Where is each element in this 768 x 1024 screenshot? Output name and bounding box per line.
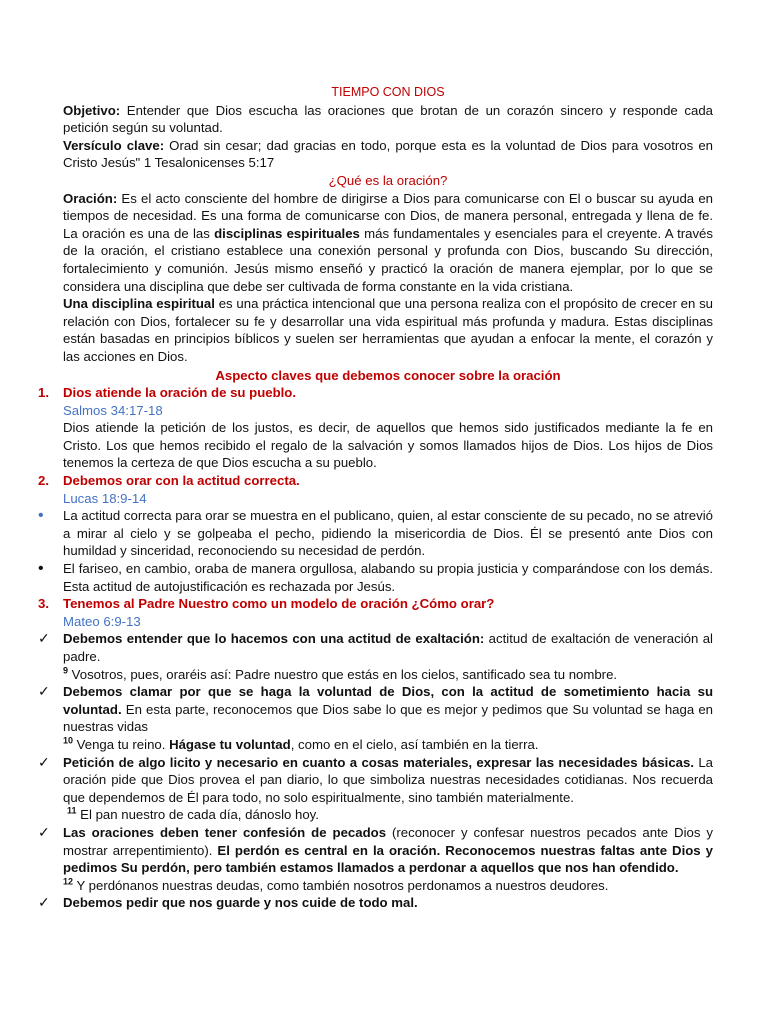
check-3-text: La oración pide que Dios provea el pan diario, lo que simboliza nuestras necesidades cotidianas. Nos recuerda que dependemos de Él para todo, no solo espiritualmente, sino también materialmente.	[63, 754, 713, 805]
point-2-bullet-1-text: La actitud correcta para orar se muestra en el publicano, quien, al estar consciente de su pecado, no se atrevió a mirar al cielo y se golpeaba el pecho, pidiendo la misericordia de Dios. Él se presentó ante Dios con humildad y sinceridad, reconociendo su necesidad de perdón.	[63, 508, 713, 559]
bullet-icon: •	[38, 507, 44, 525]
point-1-number: 1.	[38, 385, 49, 401]
versiculo-text: Orad sin cesar; dad gracias en todo, porque esta es la voluntad de Dios para vosotros en Cristo Jesús" 1 Tesalonicenses 5:17	[63, 137, 713, 171]
check-icon: ✓	[38, 894, 50, 911]
check-3-verse-text: El pan nuestro de cada día, dánoslo hoy.	[76, 807, 319, 823]
check-3-bold: Petición de algo licito y necesario en cuanto a cosas materiales, expresar las necesidades básicas.	[63, 754, 694, 770]
verse-number-11: 11	[67, 805, 77, 816]
check-item-5	[38, 894, 713, 912]
check-3-verse	[63, 806, 713, 824]
objetivo-paragraph	[63, 102, 713, 137]
point-2-bullet-1	[38, 507, 713, 560]
point-3-number: 3.	[38, 596, 49, 612]
point-3-title	[38, 595, 713, 613]
point-1-ref: Salmos 34:17-18	[63, 402, 163, 418]
check-5-bold: Debemos pedir que nos guarde y nos cuide de todo mal.	[63, 895, 418, 911]
verse-number-9: 9	[63, 665, 69, 676]
point-3-ref: Mateo 6:9-13	[63, 613, 141, 629]
disciplina-text: es una práctica intencional que una persona realiza con el propósito de crecer en su relación con Dios, fortalecer su fe y desarrollar una vida espiritual más profunda y madura. Estas disciplinas están basadas en principios bíblicos y suelen ser herramientas que ayudan a enfocar la mente, el corazón y las acciones en Dios.	[63, 296, 713, 364]
oracion-bold-1: disciplinas espirituales	[214, 225, 360, 241]
check-1-text: actitud de exaltación de veneración al padre.	[63, 631, 713, 664]
document-page	[38, 84, 713, 912]
check-item-3	[38, 753, 713, 807]
check-1-bold: Debemos entender que lo hacemos con una actitud de exaltación:	[63, 631, 485, 647]
check-icon: ✓	[38, 823, 50, 840]
check-2-verse-a: Venga tu reino.	[73, 736, 170, 752]
aspectos-heading: Aspecto claves que debemos conocer sobre la oración	[215, 367, 561, 383]
check-2-verse-bold: Hágase tu voluntad	[169, 736, 291, 752]
point-2-number: 2.	[38, 473, 49, 489]
check-item-1	[38, 630, 713, 665]
point-1-body: Dios atiende la petición de los justos, es decir, de aquellos que hemos sido justificados mediante la fe en Cristo. Los que hemos recibido el regalo de la salvación y somos llamados hijos de Dios. Los hijos de Dios tenemos la certeza de que Dios escucha a su pueblo.	[63, 420, 713, 471]
que-es-heading: ¿Qué es la oración?	[328, 172, 448, 188]
oracion-text-1: Es el acto consciente del hombre de dirigirse a Dios para comunicarse con El o buscar su ayuda en tiempos de necesidad. Es una forma de comunicarse con Dios, de manera personal, entregada y llena de fe. La oración es una de las	[63, 190, 713, 241]
bullet-icon: •	[38, 560, 44, 578]
check-2-verse	[63, 736, 713, 754]
point-1-heading: Dios atiende la oración de su pueblo.	[63, 385, 297, 401]
check-icon: ✓	[38, 630, 50, 647]
check-1-verse-text: Vosotros, pues, oraréis así: Padre nuestro que estás en los cielos, santificado sea tu nombre.	[68, 666, 618, 682]
objetivo-text: Entender que Dios escucha las oraciones que brotan de un corazón sincero y responde cada petición según su voluntad.	[63, 102, 713, 136]
check-icon: ✓	[38, 753, 50, 770]
versiculo-paragraph	[63, 137, 713, 172]
point-2-ref: Lucas 18:9-14	[63, 490, 147, 506]
verse-number-12: 12	[63, 876, 74, 887]
check-item-4	[38, 823, 713, 877]
oracion-paragraph	[63, 190, 713, 296]
check-1-verse	[63, 666, 713, 684]
check-item-2	[38, 683, 713, 736]
point-1-title	[38, 384, 713, 402]
verse-number-10: 10	[63, 735, 74, 746]
oracion-label: Oración:	[63, 190, 118, 206]
point-2-bullet-2	[38, 560, 713, 595]
check-4-verse	[63, 877, 713, 895]
point-3-heading: Tenemos al Padre Nuestro como un modelo de oración ¿Cómo orar?	[63, 596, 495, 612]
disciplina-paragraph	[63, 295, 713, 365]
check-2-verse-b: , como en el cielo, así también en la tierra.	[290, 736, 539, 752]
versiculo-label: Versículo clave:	[63, 137, 165, 153]
check-2-text: En esta parte, reconocemos que Dios sabe lo que es mejor y pedimos que Su voluntad se haga en nuestras vidas	[63, 701, 713, 735]
check-4-bold-2: El perdón es central en la oración. Reconocemos nuestras faltas ante Dios y pedimos Su perdón, pero también estamos llamados a perdonar a aquellos que nos han ofendido.	[63, 842, 713, 876]
point-2-title	[38, 472, 713, 490]
point-2-bullet-2-text: El fariseo, en cambio, oraba de manera orgullosa, alabando su propia justicia y comparándose con los demás. Esta actitud de autojustificación es rechazada por Jesús.	[63, 561, 713, 594]
objetivo-label: Objetivo:	[63, 102, 121, 118]
check-4-bold: Las oraciones deben tener confesión de pecados	[63, 824, 387, 840]
oracion-text-2: más fundamentales y esenciales para el creyente. A través de la oración, el cristiano establece una conexión personal y profunda con Dios, buscando Su dirección, fortalecimiento y comunión. Jesús mismo enseñó y practicó la oración de manera ejemplar, por lo que se considera una disciplina que debe ser cultivada de forma constante en la vida cristiana.	[63, 225, 713, 294]
check-icon: ✓	[38, 683, 50, 700]
point-2-heading: Debemos orar con la actitud correcta.	[63, 473, 300, 489]
document-title: TIEMPO CON DIOS	[331, 85, 445, 99]
check-4-text: (reconocer y confesar nuestros pecados ante Dios y mostrar arrepentimiento).	[63, 824, 713, 858]
check-2-bold: Debemos clamar por que se haga la voluntad de Dios, con la actitud de sometimiento hacia su voluntad.	[63, 684, 713, 717]
check-4-verse-text: Y perdónanos nuestras deudas, como también nosotros perdonamos a nuestros deudores.	[73, 877, 609, 893]
disciplina-label: Una disciplina espiritual	[63, 296, 215, 312]
